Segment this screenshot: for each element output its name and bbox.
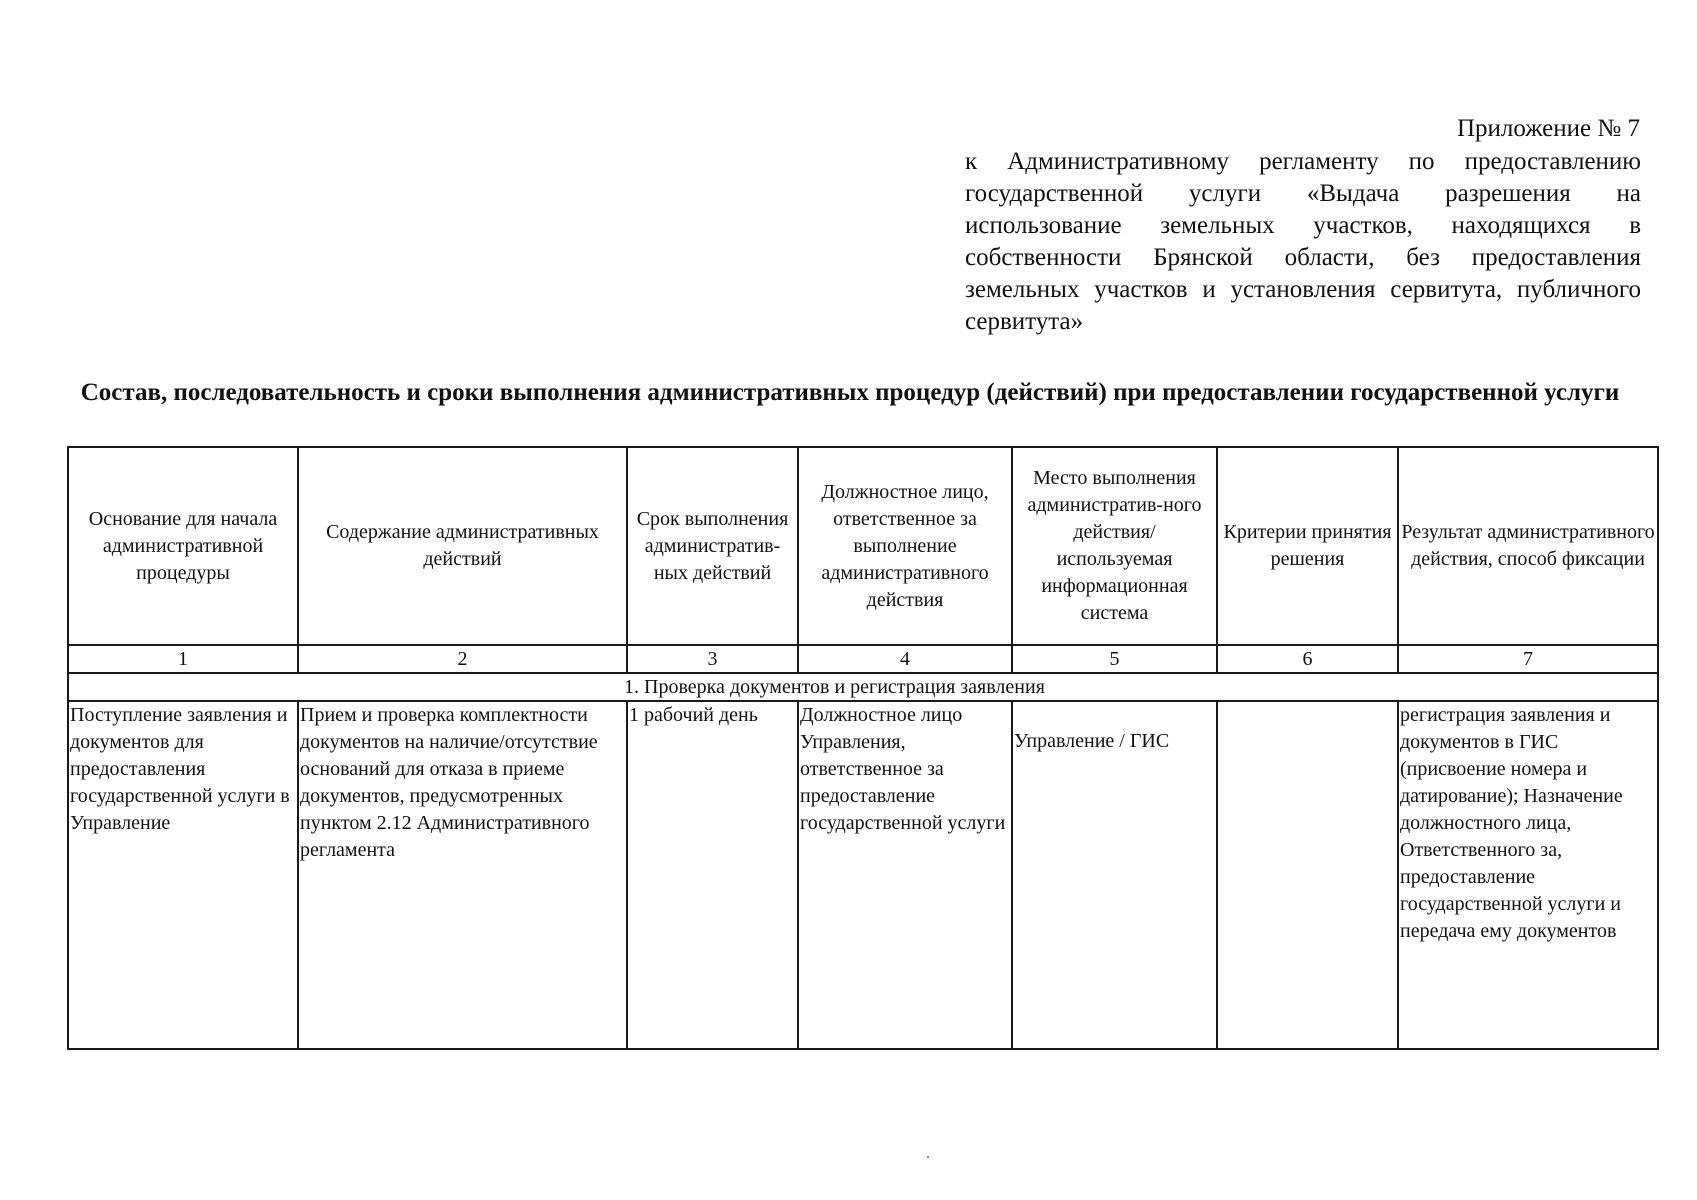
header-result: Результат административного действия, способ фиксации	[1398, 447, 1658, 645]
table-header-row	[68, 447, 1658, 645]
scan-speck	[927, 1156, 929, 1158]
table-row	[68, 701, 1658, 1049]
column-number: 7	[1398, 645, 1658, 673]
column-number: 2	[298, 645, 627, 673]
header-content: Содержание административных действий	[298, 447, 627, 645]
column-number-row	[68, 645, 1658, 673]
document-title: Состав, последовательность и сроки выполнения административных процедур (действий) при предоставлении государственной услуги	[80, 379, 1620, 406]
header-place: Место выполнения административ-ного действия/ используемая информационная система	[1012, 447, 1217, 645]
cell-content: Прием и проверка комплектности документов на наличие/отсутствие оснований для отказа в приеме документов, предусмотренных пунктом 2.12 Административного регламента	[298, 701, 627, 1049]
procedures-table	[67, 446, 1659, 1050]
header-basis: Основание для начала административной процедуры	[68, 447, 298, 645]
appendix-number: Приложение № 7	[1456, 115, 1640, 142]
column-number: 6	[1217, 645, 1398, 673]
appendix-reference: к Административному регламенту по предоставлению государственной услуги «Выдача разрешения на использование земельных участков, находящихся в собственности Брянской области, без предоставления земельных участков и установления сервитута, публичного сервитута»	[965, 148, 1641, 335]
column-number: 3	[627, 645, 798, 673]
stage-row	[68, 673, 1658, 701]
column-number: 5	[1012, 645, 1217, 673]
cell-basis: Поступление заявления и документов для предоставления государственной услуги в Управление	[68, 701, 298, 1049]
cell-result: регистрация заявления и документов в ГИС (присвоение номера и датирование); Назначение должностного лица, Ответственного за, предоставление государственной услуги и передача ему документов	[1398, 701, 1658, 1049]
stage-title: 1. Проверка документов и регистрация заявления	[68, 673, 1658, 701]
header-official: Должностное лицо, ответственное за выполнение административного действия	[798, 447, 1012, 645]
header-criteria: Критерии принятия решения	[1217, 447, 1398, 645]
cell-place: Управление / ГИС	[1012, 701, 1217, 1049]
column-number: 4	[798, 645, 1012, 673]
cell-official: Должностное лицо Управления, ответственное за предоставление государственной услуги	[798, 701, 1012, 1049]
column-number: 1	[68, 645, 298, 673]
cell-term: 1 рабочий день	[627, 701, 798, 1049]
header-term: Срок выполнения административ-ных действий	[627, 447, 798, 645]
cell-criteria	[1217, 701, 1398, 1049]
